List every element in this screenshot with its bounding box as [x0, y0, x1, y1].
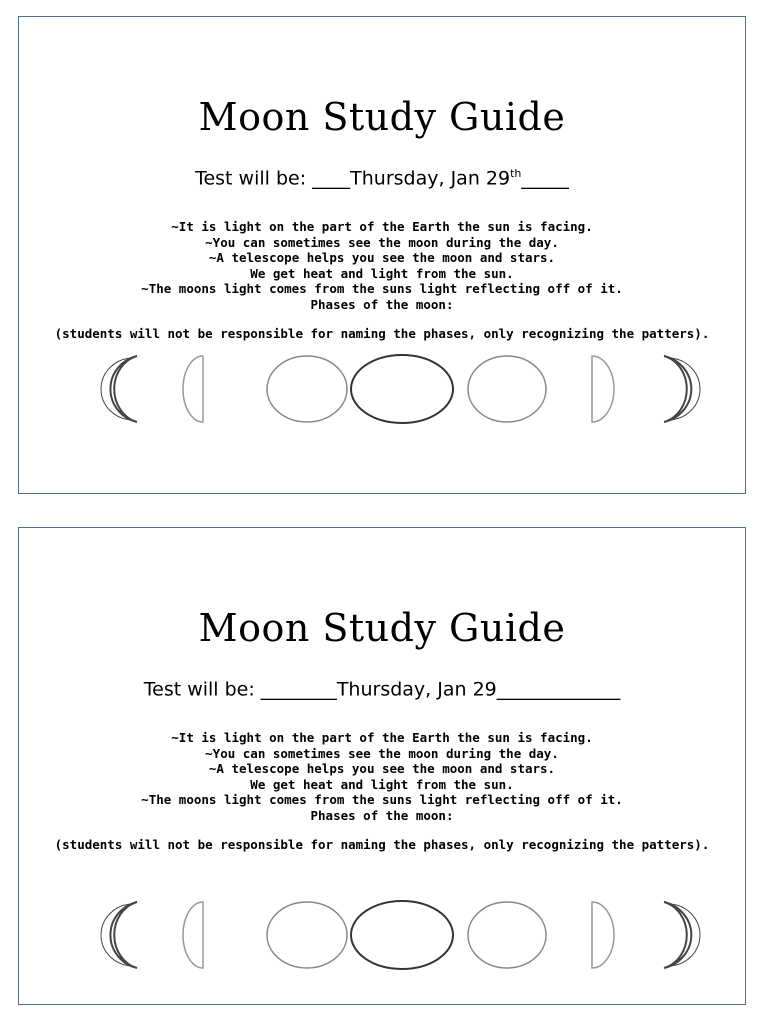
waxing-gibbous-icon [468, 356, 546, 422]
responsibility-note: (students will not be responsible for naming the phases, only recognizing the patters). [54, 837, 710, 852]
fact-line: ~The moons light comes from the suns light reflecting off of it. [141, 281, 623, 296]
test-date: Thursday, Jan 29 [350, 167, 511, 190]
fact-line: ~A telescope helps you see the moon and stars. [208, 250, 556, 265]
test-date: Thursday, Jan 29 [336, 678, 497, 701]
page-title: Moon Study Guide [198, 95, 566, 139]
phases-heading: Phases of the moon: [310, 807, 454, 823]
fact-line: ~The moons light comes from the suns light reflecting off of it. [141, 792, 623, 807]
study-guide-card-bottom [18, 527, 746, 1005]
waning-crescent-icon [101, 356, 137, 422]
moon-phases-graphic [79, 900, 719, 970]
responsibility-note: (students will not be responsible for naming the phases, only recognizing the patters). [54, 326, 710, 341]
fact-line: We get heat and light from the sun. [250, 776, 514, 792]
moon-phases-row [79, 900, 719, 970]
fact-line: ~It is light on the part of the Earth the sun is facing. [171, 730, 593, 745]
last-quarter-icon [183, 902, 203, 968]
fact-line: ~A telescope helps you see the moon and stars. [208, 761, 556, 776]
test-date-suffix: th [510, 167, 522, 180]
test-trailing: _____ [521, 167, 569, 190]
fact-line: ~You can sometimes see the moon during the day. [205, 234, 559, 250]
waxing-crescent-icon [664, 902, 700, 968]
waxing-gibbous-icon [468, 902, 546, 968]
waning-crescent-icon [101, 902, 137, 968]
test-date-line [19, 167, 745, 189]
test-prefix: Test will be: ____ [195, 167, 351, 190]
fact-line: ~You can sometimes see the moon during the day. [205, 745, 559, 761]
test-date-line [19, 678, 745, 700]
fact-line: We get heat and light from the sun. [250, 265, 514, 281]
full-moon-icon [351, 901, 453, 969]
fact-line: ~It is light on the part of the Earth the sun is facing. [171, 219, 593, 234]
waning-gibbous-icon [267, 902, 347, 968]
last-quarter-icon [183, 356, 203, 422]
full-moon-icon [351, 355, 453, 423]
moon-phases-graphic [79, 354, 719, 424]
first-quarter-icon [592, 902, 614, 968]
waxing-crescent-icon [664, 356, 700, 422]
facts-list [19, 730, 745, 823]
study-guide-card-top [18, 16, 746, 494]
test-trailing: _____________ [496, 678, 621, 701]
waning-gibbous-icon [267, 356, 347, 422]
moon-phases-row [79, 354, 719, 424]
facts-list [19, 219, 745, 312]
test-prefix: Test will be: ________ [143, 678, 337, 701]
phases-heading: Phases of the moon: [310, 296, 454, 312]
page-title: Moon Study Guide [198, 606, 566, 650]
first-quarter-icon [592, 356, 614, 422]
